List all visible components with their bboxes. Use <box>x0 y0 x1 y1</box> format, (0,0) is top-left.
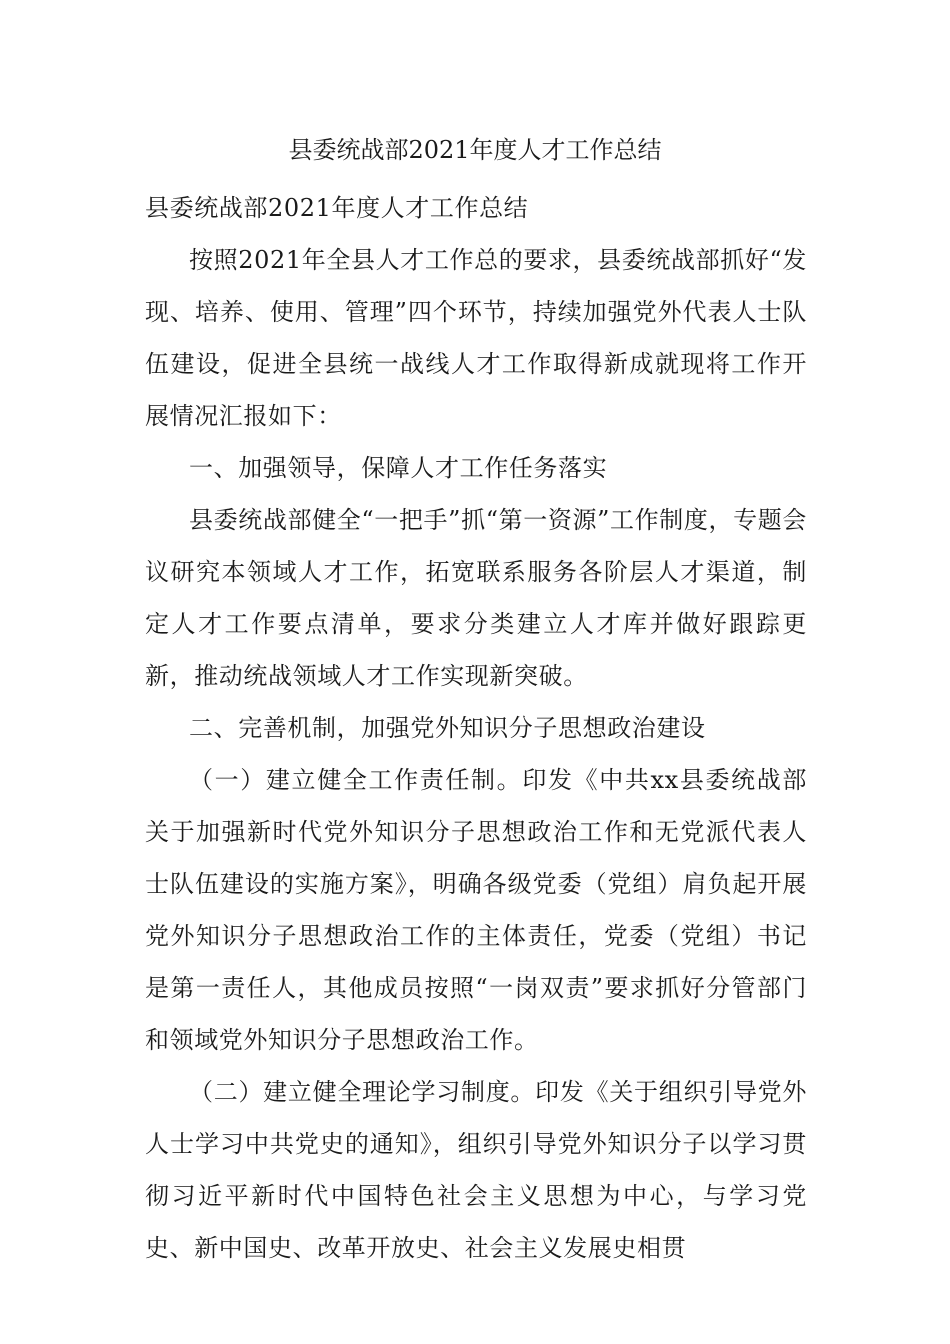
paragraph-item-2: （二）建立健全理论学习制度。印发《关于组织引导党外人士学习中共党史的通知》，组织引导党外知识分子以学习贯彻习近平新时代中国特色社会主义思想为中心，与学习党史、新中国史、改革开放史、社会主义发展史相贯 <box>145 1078 807 1262</box>
section-heading-1: 一、加强领导，保障人才工作任务落实 <box>189 454 608 482</box>
section-heading-2: 二、完善机制，加强党外知识分子思想政治建设 <box>189 714 706 742</box>
document-subtitle: 县委统战部2021年度人才工作总结 <box>145 194 529 222</box>
paragraph-section-1: 县委统战部健全“一把手”抓“第一资源”工作制度，专题会议研究本领域人才工作，拓宽联系服务各阶层人才渠道，制定人才工作要点清单，要求分类建立人才库并做好跟踪更新，推动统战领域人才工作实现新突破。 <box>145 506 807 690</box>
paragraph-item-1: （一）建立健全工作责任制。印发《中共xx县委统战部关于加强新时代党外知识分子思想政治工作和无党派代表人士队伍建设的实施方案》，明确各级党委（党组）肩负起开展党外知识分子思想政治工作的主体责任，党委（党组）书记是第一责任人，其他成员按照“一岗双责”要求抓好分管部门和领域党外知识分子思想政治工作。 <box>145 766 807 1054</box>
paragraph-intro: 按照2021年全县人才工作总的要求，县委统战部抓好“发现、培养、使用、管理”四个环节，持续加强党外代表人士队伍建设，促进全县统一战线人才工作取得新成就现将工作开展情况汇报如下： <box>145 246 807 430</box>
document-title: 县委统战部2021年度人才工作总结 <box>288 136 662 164</box>
document-body <box>145 182 807 1274</box>
